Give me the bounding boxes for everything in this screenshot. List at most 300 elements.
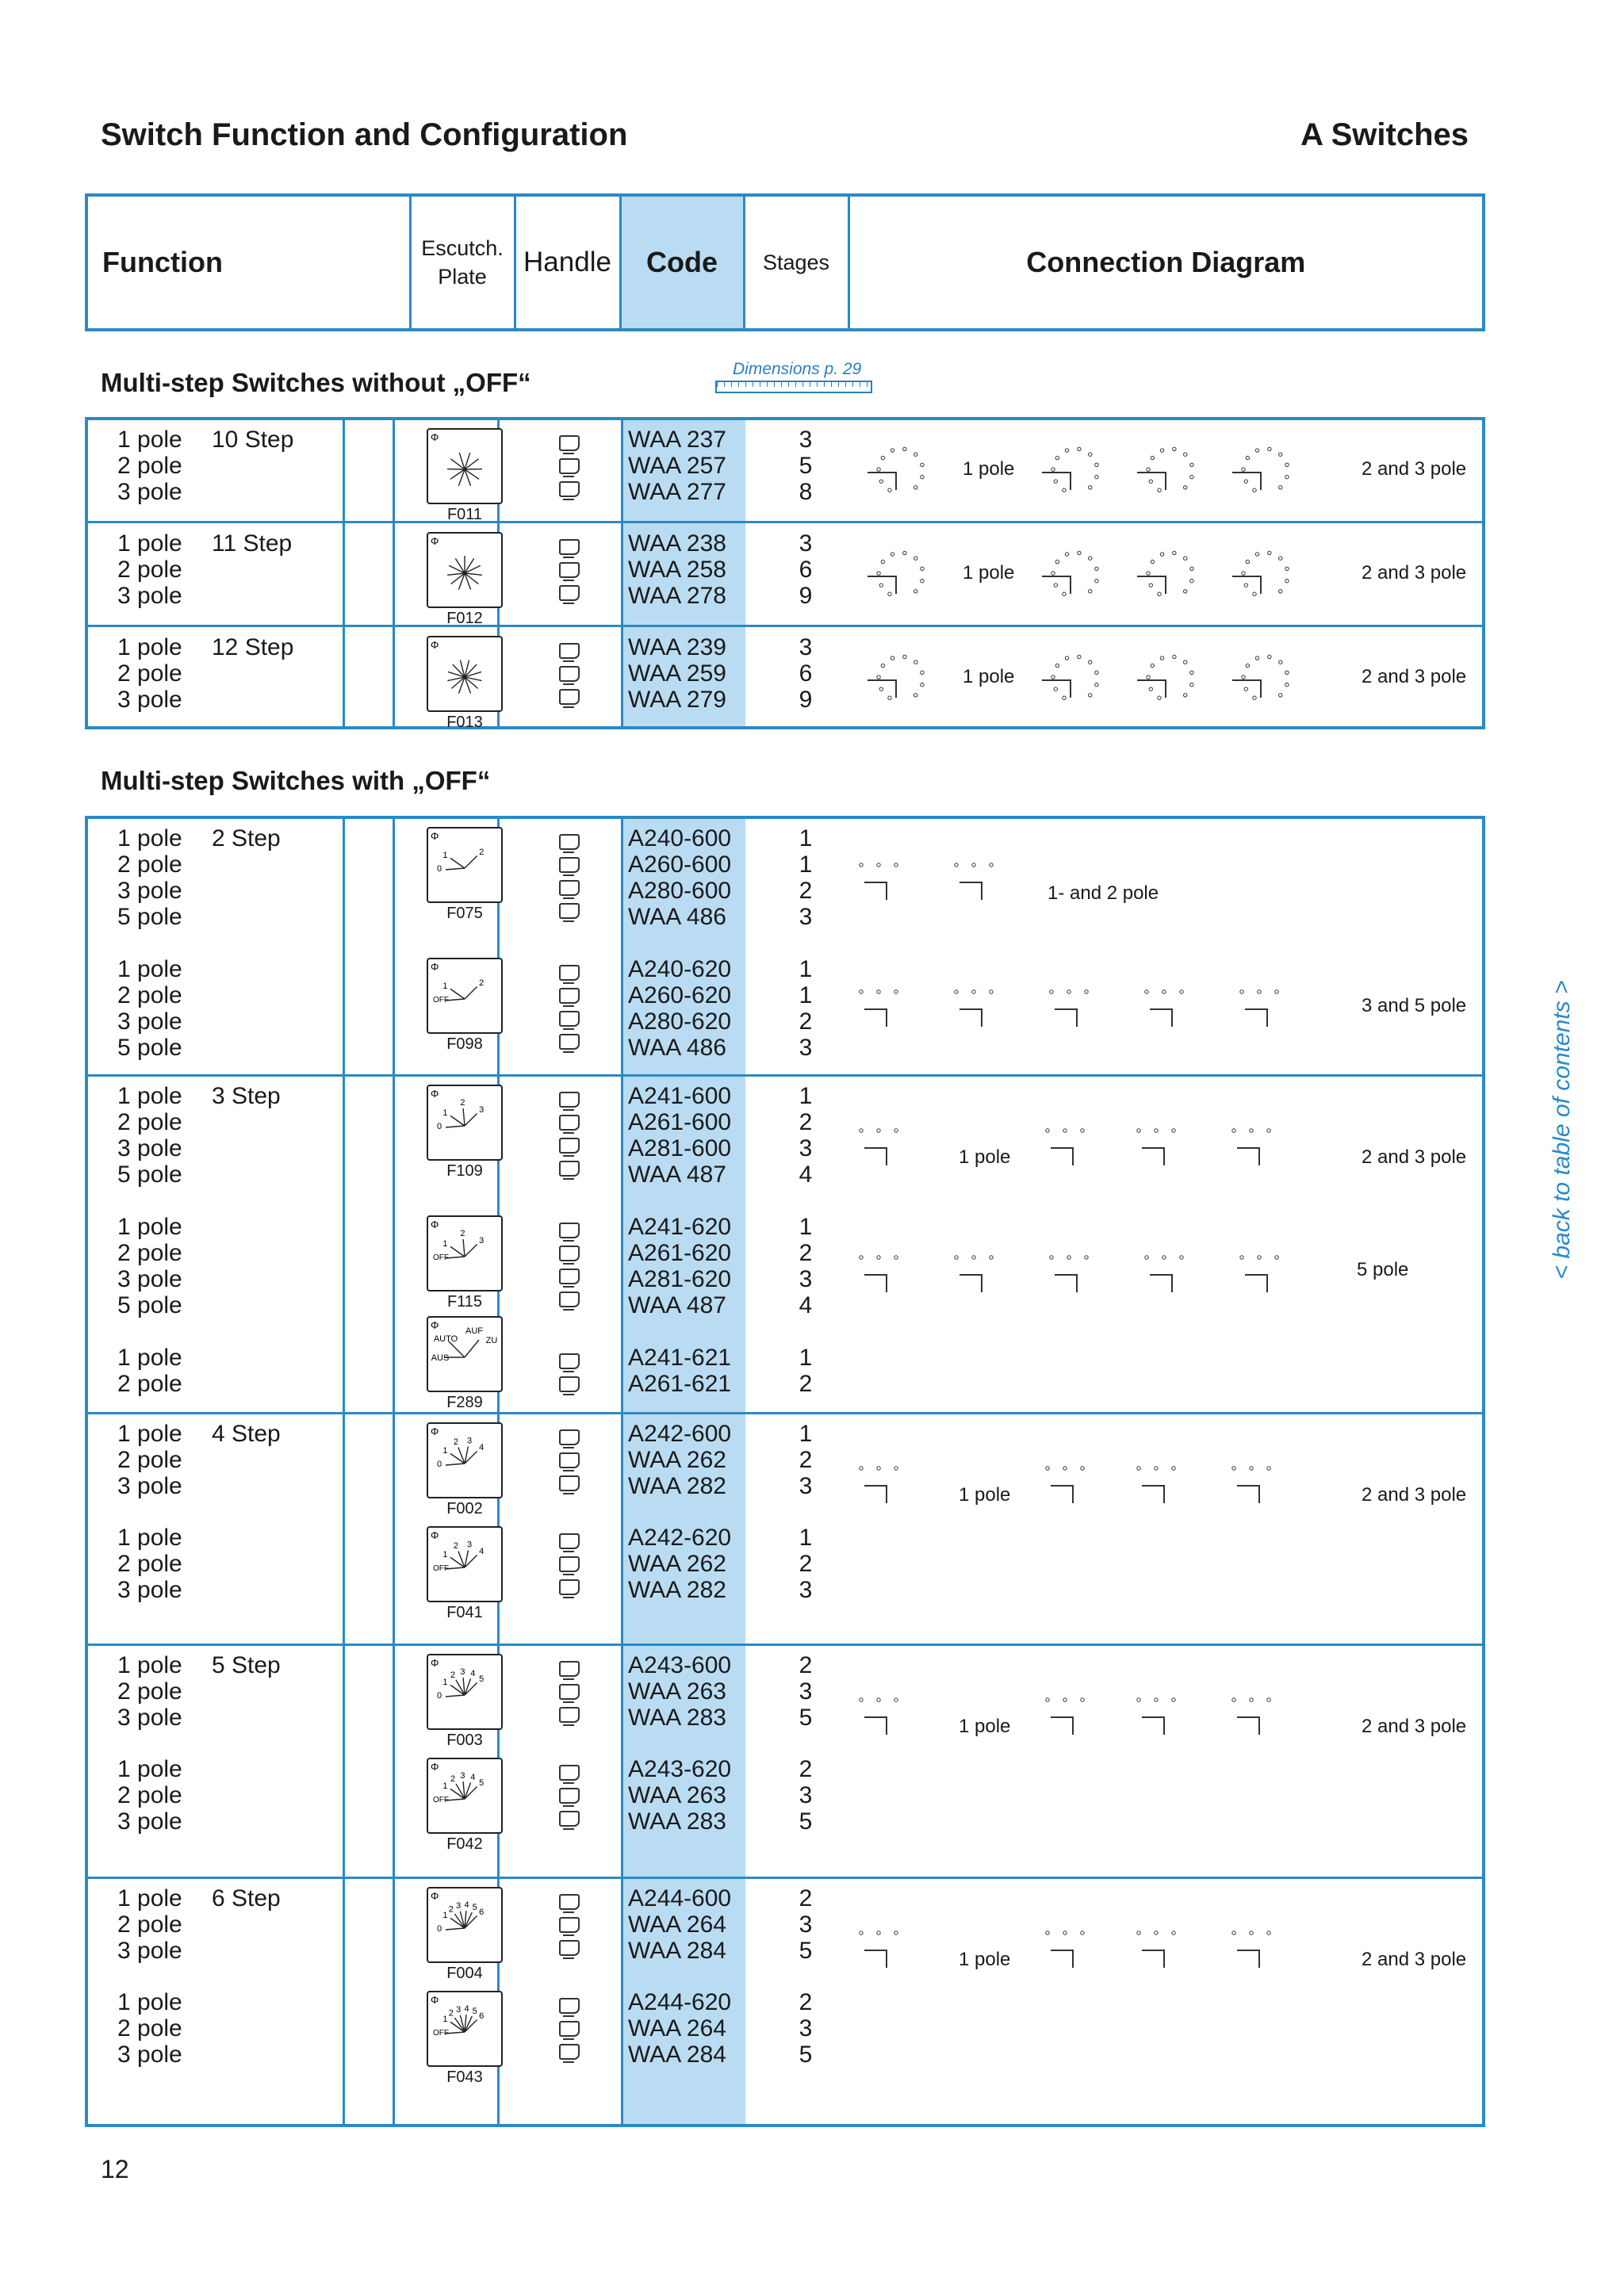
contact-terminal bbox=[888, 488, 891, 492]
contact-terminal bbox=[1173, 447, 1176, 450]
switch-position-diagram bbox=[428, 1086, 501, 1159]
step-count: 4 Step bbox=[212, 1421, 281, 1447]
contact-terminal bbox=[1046, 1931, 1049, 1934]
contact-terminal bbox=[1063, 1467, 1067, 1470]
position-number: 5 bbox=[472, 1902, 477, 1912]
handle-icon bbox=[559, 1556, 580, 1572]
diagram-label: 2 and 3 pole bbox=[1362, 1949, 1467, 1970]
zero-position-label: 0 bbox=[436, 1924, 442, 1934]
contact-terminal bbox=[1054, 687, 1057, 691]
handle-icons bbox=[554, 428, 581, 503]
handle-icons bbox=[554, 1991, 581, 2066]
wiring-schematic bbox=[845, 1446, 1400, 1517]
wiper-contact bbox=[864, 1148, 887, 1165]
plate-code: F012 bbox=[446, 610, 483, 627]
position-number: 5 bbox=[479, 1777, 485, 1788]
position-number: 3 bbox=[467, 1540, 473, 1550]
wiper-contact bbox=[868, 576, 896, 594]
pole-list: 1 pole 2 pole 3 pole bbox=[117, 1421, 182, 1499]
contact-terminal bbox=[1089, 557, 1092, 560]
position-number: 1 bbox=[442, 1238, 448, 1249]
phase-symbol: Φ bbox=[431, 1319, 439, 1331]
contact-terminal bbox=[1149, 687, 1152, 691]
contact-terminal bbox=[1155, 1129, 1158, 1132]
position-number: 1 bbox=[442, 1549, 448, 1559]
stage-count: 3 6 9 bbox=[799, 634, 813, 713]
contact-terminal bbox=[1242, 675, 1245, 679]
handle-icons bbox=[554, 1422, 581, 1498]
contact-terminal bbox=[921, 671, 924, 674]
wiper-contact bbox=[1137, 680, 1166, 698]
contact-terminal bbox=[990, 863, 993, 867]
contact-terminal bbox=[921, 567, 924, 570]
section-title-with-off: Multi-step Switches with „OFF“ bbox=[101, 766, 491, 795]
escutcheon-plate bbox=[427, 428, 503, 504]
position-number: 2 bbox=[448, 1904, 454, 1915]
wiper-contact bbox=[1055, 1275, 1077, 1292]
handle-icons bbox=[554, 1758, 581, 1833]
contact-terminal bbox=[860, 863, 863, 867]
position-number: 2 bbox=[453, 1541, 458, 1552]
connection-diagram bbox=[845, 1108, 1400, 1184]
escutcheon-plate bbox=[427, 1215, 503, 1292]
wiper-contact bbox=[959, 1009, 982, 1027]
contact-terminal bbox=[1184, 694, 1187, 697]
handle-icon bbox=[559, 1998, 580, 2014]
contact-terminal bbox=[972, 1256, 975, 1259]
off-position-label: OFF bbox=[433, 2029, 449, 2038]
wiper-contact bbox=[1142, 1486, 1164, 1503]
position-ray bbox=[465, 1113, 477, 1126]
switch-position-diagram bbox=[428, 1759, 501, 1832]
contact-terminal bbox=[1063, 592, 1066, 595]
contact-terminal bbox=[1184, 486, 1187, 489]
handle-icons bbox=[554, 1085, 581, 1183]
contact-terminal bbox=[1250, 1467, 1253, 1470]
contact-terminal bbox=[1155, 1931, 1158, 1934]
contact-terminal bbox=[1067, 990, 1071, 993]
contact-terminal bbox=[921, 683, 924, 687]
position-number: 3 bbox=[479, 1104, 485, 1115]
contact-terminal bbox=[1055, 664, 1059, 667]
contact-terminal bbox=[1184, 557, 1187, 560]
diagram-label: 1 pole bbox=[963, 666, 1015, 687]
contact-terminal bbox=[1137, 1129, 1140, 1132]
contact-terminal bbox=[1081, 1467, 1084, 1470]
diagram-label: 2 and 3 pole bbox=[1362, 1146, 1467, 1168]
position-ray bbox=[450, 1115, 465, 1126]
position-number: 1 bbox=[442, 1910, 448, 1920]
column-header-table bbox=[85, 193, 1485, 331]
zero-ray bbox=[446, 868, 465, 870]
contact-terminal bbox=[1172, 1931, 1175, 1934]
contact-terminal bbox=[1246, 560, 1249, 563]
contact-terminal bbox=[1250, 1698, 1253, 1701]
contact-terminal bbox=[1046, 1698, 1049, 1701]
handle-icon bbox=[559, 1092, 580, 1108]
escutcheon-plate bbox=[427, 1316, 503, 1392]
wiper-contact bbox=[959, 1275, 982, 1292]
zero-ray bbox=[446, 1928, 465, 1930]
contact-terminal bbox=[1285, 671, 1289, 674]
position-ray bbox=[465, 1340, 479, 1357]
position-number: 1 bbox=[442, 981, 448, 991]
position-number: 2 bbox=[450, 1774, 456, 1785]
position-ray bbox=[450, 989, 465, 999]
contact-terminal bbox=[860, 1931, 863, 1934]
contact-terminal bbox=[877, 863, 880, 867]
contact-terminal bbox=[1137, 1931, 1140, 1934]
contact-terminal bbox=[1250, 1931, 1253, 1934]
position-number: 3 bbox=[460, 1667, 465, 1678]
contact-terminal bbox=[1160, 553, 1163, 556]
contact-terminal bbox=[1240, 990, 1243, 993]
contact-terminal bbox=[1172, 1698, 1175, 1701]
contact-terminal bbox=[888, 696, 891, 699]
contact-terminal bbox=[1190, 580, 1193, 583]
code-list: A242-600 WAA 262 WAA 282 bbox=[628, 1421, 732, 1499]
contact-terminal bbox=[1172, 1129, 1175, 1132]
contact-terminal bbox=[1285, 580, 1289, 583]
phase-symbol: Φ bbox=[431, 1529, 439, 1541]
contact-terminal bbox=[1050, 1256, 1053, 1259]
contact-terminal bbox=[1054, 584, 1057, 587]
handle-icon bbox=[559, 1579, 580, 1595]
contact-terminal bbox=[1054, 480, 1057, 483]
handle-icon bbox=[559, 481, 580, 497]
dimensions-link-label: Dimensions p. 29 bbox=[733, 360, 862, 378]
contact-terminal bbox=[1145, 990, 1148, 993]
code-list: A242-620 WAA 262 WAA 282 bbox=[628, 1525, 732, 1603]
wiring-schematic bbox=[845, 1235, 1400, 1307]
contact-terminal bbox=[1063, 1931, 1067, 1934]
handle-icon bbox=[559, 435, 580, 451]
diagram-label: 1- and 2 pole bbox=[1048, 882, 1159, 904]
position-number: 3 bbox=[456, 1901, 462, 1911]
phase-symbol: Φ bbox=[431, 431, 439, 443]
escutcheon-plate bbox=[427, 1654, 503, 1730]
position-number: 1 bbox=[442, 1781, 448, 1791]
diagram-label: 1 pole bbox=[959, 1146, 1011, 1168]
dimensions-link[interactable] bbox=[715, 360, 874, 396]
contact-terminal bbox=[1089, 694, 1092, 697]
stage-count: 1 2 3 4 bbox=[799, 1214, 813, 1318]
handle-icon bbox=[559, 2044, 580, 2060]
contact-terminal bbox=[877, 1698, 880, 1701]
position-number: 6 bbox=[479, 2011, 485, 2021]
contact-terminal bbox=[914, 453, 917, 456]
wiper-contact bbox=[1232, 473, 1261, 490]
contact-terminal bbox=[894, 1931, 898, 1934]
contact-terminal bbox=[879, 480, 883, 483]
contact-terminal bbox=[860, 1698, 863, 1701]
handle-icon bbox=[559, 1788, 580, 1804]
code-list: A241-621 A261-621 bbox=[628, 1345, 732, 1397]
wiper-contact bbox=[1042, 576, 1071, 594]
off-position-label: OFF bbox=[433, 1253, 449, 1262]
handle-icon bbox=[559, 1246, 580, 1261]
code-list: WAA 239 WAA 259 WAA 279 bbox=[628, 634, 726, 713]
stage-count: 1 2 3 bbox=[799, 1421, 813, 1499]
position-ray bbox=[463, 1239, 465, 1257]
diagram-label: 2 and 3 pole bbox=[1362, 458, 1467, 480]
wiper-contact bbox=[864, 1009, 887, 1027]
contact-terminal bbox=[1089, 486, 1092, 489]
position-number: 3 bbox=[460, 1771, 465, 1781]
handle-icons bbox=[554, 1887, 581, 1962]
contact-terminal bbox=[972, 990, 975, 993]
contact-terminal bbox=[1258, 1256, 1261, 1259]
contact-terminal bbox=[903, 551, 906, 554]
position-number: 4 bbox=[470, 1772, 476, 1782]
contact-terminal bbox=[1160, 656, 1163, 660]
handle-icon bbox=[559, 1661, 580, 1677]
connection-diagram bbox=[845, 1678, 1400, 1753]
wiper-contact bbox=[1042, 680, 1071, 698]
pole-list: 1 pole 2 pole 3 pole bbox=[117, 530, 182, 609]
plate-code: F004 bbox=[446, 1965, 483, 1982]
contact-terminal bbox=[1046, 1129, 1049, 1132]
contact-terminal bbox=[1242, 572, 1245, 575]
phase-symbol: Φ bbox=[431, 1761, 439, 1773]
contact-terminal bbox=[1279, 453, 1282, 456]
phase-symbol: Φ bbox=[431, 1425, 439, 1437]
switch-position-diagram bbox=[428, 1655, 501, 1728]
contact-terminal bbox=[1081, 1129, 1084, 1132]
contact-terminal bbox=[1184, 453, 1187, 456]
diagram-label: 1 pole bbox=[963, 458, 1015, 480]
contact-terminal bbox=[879, 687, 883, 691]
handle-icon bbox=[559, 1115, 580, 1131]
wiper-contact bbox=[864, 1950, 887, 1968]
handle-icons bbox=[554, 636, 581, 711]
back-to-contents-link[interactable] bbox=[1538, 959, 1586, 1300]
contact-terminal bbox=[877, 1931, 880, 1934]
contact-terminal bbox=[877, 1256, 880, 1259]
wiper-contact bbox=[1150, 1275, 1172, 1292]
handle-icon bbox=[559, 1138, 580, 1154]
contact-terminal bbox=[1162, 990, 1166, 993]
connection-diagram bbox=[845, 1911, 1400, 1986]
contact-terminal bbox=[1268, 447, 1271, 450]
step-count: 6 Step bbox=[212, 1885, 281, 1911]
contact-terminal bbox=[1285, 567, 1289, 570]
escutcheon-plate bbox=[427, 532, 503, 608]
switch-position-diagram bbox=[428, 1528, 501, 1601]
contact-terminal bbox=[1253, 592, 1256, 595]
contact-terminal bbox=[1085, 990, 1088, 993]
position-ray bbox=[450, 1246, 465, 1257]
zero-ray bbox=[446, 1126, 465, 1127]
section-title-without-off: Multi-step Switches without „OFF“ bbox=[101, 368, 531, 397]
code-list: A244-600 WAA 264 WAA 284 bbox=[628, 1885, 732, 1964]
wiper-contact bbox=[868, 680, 896, 698]
contact-terminal bbox=[1268, 655, 1271, 658]
plate-code: F289 bbox=[446, 1394, 483, 1411]
wiper-contact bbox=[1051, 1717, 1073, 1735]
stage-count: 3 6 9 bbox=[799, 530, 813, 609]
handle-icons bbox=[554, 1346, 581, 1399]
contact-terminal bbox=[1180, 990, 1183, 993]
position-number: 6 bbox=[479, 1907, 485, 1917]
pole-list: 1 pole 2 pole 3 pole bbox=[117, 1756, 182, 1835]
contact-terminal bbox=[894, 863, 898, 867]
step-count: 10 Step bbox=[212, 427, 294, 453]
column-divider bbox=[393, 420, 395, 726]
contact-terminal bbox=[1253, 696, 1256, 699]
contact-terminal bbox=[914, 486, 917, 489]
position-ray bbox=[450, 858, 465, 868]
handle-icon bbox=[559, 965, 580, 981]
contact-terminal bbox=[894, 1129, 898, 1132]
handle-icon bbox=[559, 689, 580, 705]
contact-terminal bbox=[894, 1467, 898, 1470]
position-ray bbox=[465, 855, 477, 868]
row-divider bbox=[88, 1074, 1482, 1077]
diagram-label: 3 and 5 pole bbox=[1362, 995, 1467, 1016]
contact-terminal bbox=[1253, 488, 1256, 492]
wiper-contact bbox=[1142, 1148, 1164, 1165]
phase-symbol: Φ bbox=[431, 1994, 439, 2006]
contact-terminal bbox=[1267, 1698, 1270, 1701]
plate-code: F115 bbox=[446, 1293, 483, 1311]
wiper-contact bbox=[1137, 576, 1166, 594]
wiper-contact bbox=[1051, 1950, 1073, 1968]
handle-icon bbox=[559, 1223, 580, 1238]
pole-list: 1 pole 2 pole 3 pole bbox=[117, 634, 182, 713]
pole-list: 1 pole 2 pole 3 pole 5 pole bbox=[117, 1214, 182, 1318]
pole-list: 1 pole 2 pole 3 pole bbox=[117, 1652, 182, 1731]
plate-code: F041 bbox=[446, 1604, 483, 1621]
escutcheon-plate bbox=[427, 1526, 503, 1602]
contact-terminal bbox=[1147, 572, 1150, 575]
header-escutcheon: Escutch. Plate bbox=[410, 195, 515, 330]
contact-terminal bbox=[891, 656, 894, 660]
contact-terminal bbox=[1081, 1931, 1084, 1934]
contact-terminal bbox=[1095, 683, 1098, 687]
row-divider bbox=[88, 1412, 1482, 1414]
handle-icons bbox=[554, 958, 581, 1056]
position-number: 4 bbox=[479, 1546, 485, 1556]
switch-position-diagram bbox=[428, 1318, 501, 1391]
contact-terminal bbox=[1244, 584, 1247, 587]
plate-code: F098 bbox=[446, 1035, 483, 1053]
contact-terminal bbox=[888, 592, 891, 595]
phase-symbol: Φ bbox=[431, 1657, 439, 1669]
wiper-contact bbox=[1142, 1717, 1164, 1735]
position-number: 1 bbox=[442, 2014, 448, 2024]
code-list: A241-600 A261-600 A281-600 WAA 487 bbox=[628, 1083, 732, 1188]
wiper-contact bbox=[1051, 1486, 1073, 1503]
wiring-schematic bbox=[845, 1678, 1400, 1749]
contact-terminal bbox=[1078, 447, 1081, 450]
contact-terminal bbox=[860, 1467, 863, 1470]
pole-list: 1 pole 2 pole bbox=[117, 1345, 182, 1397]
contact-terminal bbox=[1158, 696, 1161, 699]
diagram-label: 2 and 3 pole bbox=[1362, 1484, 1467, 1506]
position-ray bbox=[463, 1108, 465, 1126]
contact-terminal bbox=[1285, 683, 1289, 687]
stage-count: 2 3 5 bbox=[799, 1756, 813, 1835]
contact-terminal bbox=[1190, 476, 1193, 479]
position-number: 1 bbox=[442, 850, 448, 860]
position-ray bbox=[465, 1915, 477, 1928]
wiring-schematic bbox=[845, 1108, 1400, 1180]
handle-icon bbox=[559, 903, 580, 919]
contact-terminal bbox=[891, 449, 894, 452]
page-number: 12 bbox=[101, 2155, 129, 2183]
wiper-contact bbox=[1137, 473, 1166, 490]
contact-terminal bbox=[1046, 1467, 1049, 1470]
contact-terminal bbox=[955, 863, 958, 867]
handle-icon bbox=[559, 1353, 580, 1369]
contact-terminal bbox=[1158, 488, 1161, 492]
contact-terminal bbox=[1147, 468, 1150, 471]
contact-terminal bbox=[1149, 584, 1152, 587]
phase-symbol: Φ bbox=[431, 639, 439, 651]
position-number: 2 bbox=[460, 1098, 465, 1108]
position-number: 3 bbox=[467, 1436, 473, 1446]
off-position-label: OFF bbox=[433, 1796, 449, 1804]
code-list: A240-620 A260-620 A280-620 WAA 486 bbox=[628, 956, 732, 1061]
handle-icon bbox=[559, 1292, 580, 1307]
handle-icon bbox=[559, 585, 580, 601]
handle-icon bbox=[559, 643, 580, 659]
pole-list: 1 pole 2 pole 3 pole bbox=[117, 1525, 182, 1603]
contact-terminal bbox=[1267, 1931, 1270, 1934]
contact-terminal bbox=[1078, 655, 1081, 658]
wiper-contact bbox=[959, 882, 982, 900]
wiper-contact bbox=[1237, 1950, 1259, 1968]
position-number: 3 bbox=[456, 2005, 462, 2015]
connection-diagram bbox=[845, 970, 1400, 1045]
position-number: 1 bbox=[442, 1108, 448, 1118]
contact-terminal bbox=[1173, 655, 1176, 658]
contact-terminal bbox=[990, 1256, 993, 1259]
contact-terminal bbox=[881, 664, 884, 667]
position-number: 2 bbox=[450, 1670, 456, 1681]
position-number: 4 bbox=[464, 1900, 469, 1911]
stage-count: 1 2 3 4 bbox=[799, 1083, 813, 1188]
wiring-schematic bbox=[845, 970, 1400, 1041]
wiper-contact bbox=[1051, 1148, 1073, 1165]
switch-position-diagram bbox=[428, 637, 501, 710]
contact-terminal bbox=[1158, 592, 1161, 595]
contact-terminal bbox=[1173, 551, 1176, 554]
contact-terminal bbox=[1095, 671, 1098, 674]
contact-terminal bbox=[1268, 551, 1271, 554]
handle-icon bbox=[559, 1533, 580, 1549]
stage-count: 1 1 2 3 bbox=[799, 825, 813, 930]
contact-terminal bbox=[903, 655, 906, 658]
step-count: 3 Step bbox=[212, 1083, 281, 1109]
plate-code: F075 bbox=[446, 905, 483, 922]
handle-icon bbox=[559, 834, 580, 850]
contact-terminal bbox=[1275, 1256, 1278, 1259]
wiper-contact bbox=[864, 1486, 887, 1503]
header-handle: Handle bbox=[515, 195, 620, 330]
connection-diagram bbox=[845, 843, 1321, 918]
pole-list: 1 pole 2 pole 3 pole 5 pole bbox=[117, 825, 182, 930]
contact-terminal bbox=[1095, 567, 1098, 570]
wiper-contact bbox=[1042, 473, 1071, 490]
position-label: ZU bbox=[485, 1336, 498, 1345]
contact-terminal bbox=[1160, 449, 1163, 452]
wiring-schematic bbox=[845, 1911, 1400, 1982]
diagram-label: 2 and 3 pole bbox=[1362, 1716, 1467, 1737]
ruler-icon bbox=[715, 381, 872, 393]
contact-terminal bbox=[1184, 660, 1187, 664]
